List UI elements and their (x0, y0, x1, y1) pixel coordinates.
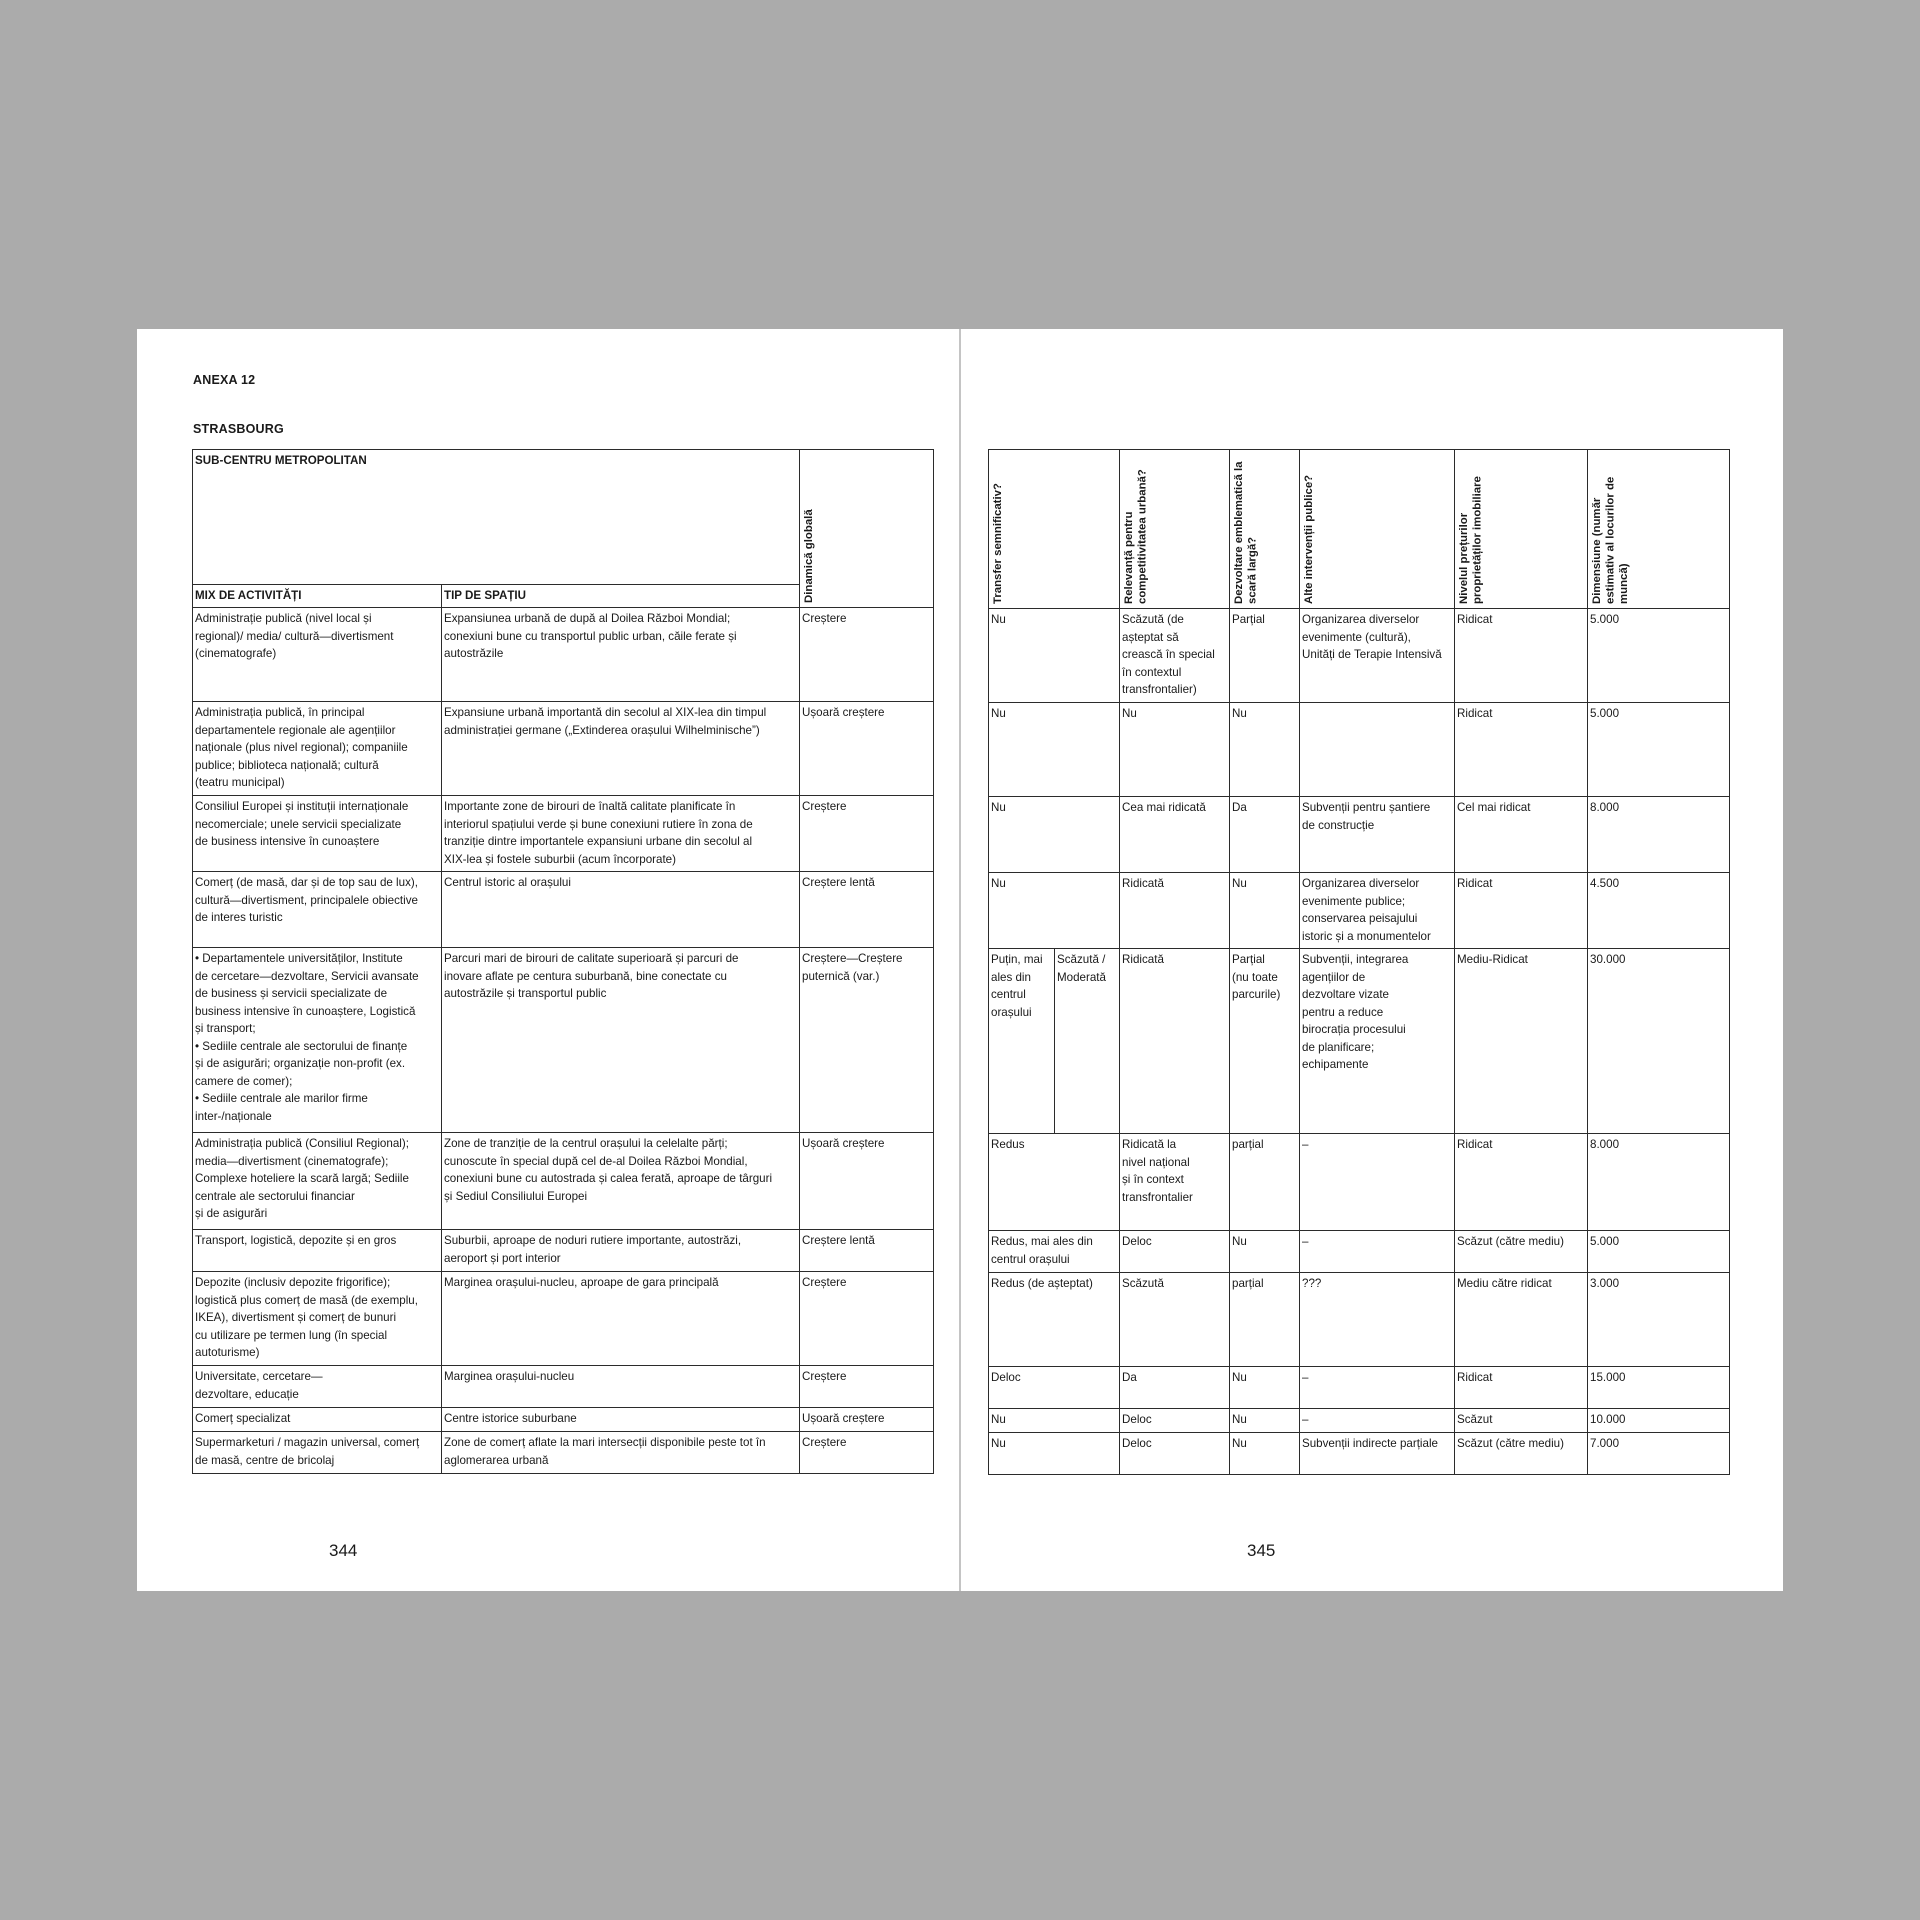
header-dynamics (800, 450, 934, 608)
flagship-cell-text: Nu (1232, 1437, 1247, 1450)
interventions-cell-text: Subvenții, integrarea agențiilor de dezvoltare vizate pentru a reduce birocrația procesului de planificare; echipamente (1302, 953, 1409, 1071)
flagship-cell-text: Nu (1232, 877, 1247, 890)
space-type-cell-text: Expansiunea urbană de după al Doilea Război Mondial; conexiuni bune cu transportul public urban, căile ferate și autostrăzile (444, 612, 737, 660)
transfer-cell (989, 1273, 1120, 1367)
flagship-cell-text: Parțial (nu toate parcurile) (1232, 953, 1281, 1001)
flagship-cell (1230, 797, 1300, 873)
dynamics-cell-text: Creștere (802, 1370, 847, 1383)
price-level-cell (1455, 703, 1588, 797)
space-type-cell (442, 1230, 800, 1272)
activity-mix-cell (193, 1366, 442, 1408)
interventions-cell-text: – (1302, 1138, 1309, 1151)
right-table-body (989, 609, 1730, 1475)
table-row (989, 949, 1730, 1134)
relevance-cell-text: Deloc (1122, 1437, 1152, 1450)
relevance-cell (1120, 1134, 1230, 1231)
flagship-cell (1230, 949, 1300, 1134)
price-level-cell (1455, 873, 1588, 949)
relevance-cell-text: Nu (1122, 707, 1137, 720)
table-row (989, 1231, 1730, 1273)
table-row (193, 1230, 934, 1272)
size-cell-text: 4.500 (1590, 877, 1620, 890)
activity-mix-cell-text: Comerț specializat (195, 1412, 291, 1425)
dynamics-cell-text: Ușoară creștere (802, 706, 885, 719)
transfer-sub-cell (1055, 949, 1120, 1134)
dynamics-cell (800, 948, 934, 1133)
space-type-cell (442, 872, 800, 948)
price-level-cell (1455, 1231, 1588, 1273)
price-level-cell-text: Ridicat (1457, 613, 1493, 626)
size-cell (1588, 1367, 1730, 1409)
price-level-cell (1455, 1367, 1588, 1409)
dynamics-cell-text: Ușoară creștere (802, 1412, 885, 1425)
interventions-cell (1300, 1367, 1455, 1409)
header-transfer (989, 450, 1120, 609)
interventions-cell (1300, 703, 1455, 797)
page-number-right: 345 (1247, 1541, 1276, 1560)
size-cell (1588, 1231, 1730, 1273)
table-row (193, 948, 934, 1133)
space-type-cell-text: Centre istorice suburbane (444, 1412, 577, 1425)
header-price-level-label: Nivelul prețurilor proprietăților imobiliare (1458, 476, 1484, 604)
activity-mix-cell-text: Administrația publică (Consiliul Regional); media—divertisment (cinematografe); Complexe hoteliere la scară largă; Sediile centrale ale sectorului financiar și de asigurări (195, 1137, 409, 1220)
dynamics-cell-text: Creștere (802, 800, 847, 813)
header-space-type: TIP DE SPAȚIU (442, 585, 800, 608)
size-cell (1588, 1433, 1730, 1475)
interventions-cell (1300, 949, 1455, 1134)
interventions-cell (1300, 1409, 1455, 1433)
relevance-cell (1120, 609, 1230, 703)
size-cell (1588, 797, 1730, 873)
size-cell-text: 15.000 (1590, 1371, 1626, 1384)
activity-table (192, 449, 934, 1474)
space-type-cell (442, 702, 800, 796)
price-level-cell-text: Scăzut (către mediu) (1457, 1437, 1564, 1450)
activity-mix-cell-text: Universitate, cercetare— dezvoltare, educație (195, 1370, 323, 1401)
transfer-cell-text: Nu (991, 1437, 1006, 1450)
activity-mix-cell (193, 1230, 442, 1272)
space-type-cell-text: Parcuri mari de birouri de calitate superioară și parcuri de inovare aflate pe centura suburbană, bine conectate cu autostrăzile și transportul public (444, 952, 739, 1000)
size-cell (1588, 949, 1730, 1134)
transfer-cell (989, 797, 1120, 873)
flagship-cell-text: Nu (1232, 1371, 1247, 1384)
table-row (989, 1273, 1730, 1367)
activity-mix-cell (193, 1432, 442, 1474)
relevance-cell-text: Da (1122, 1371, 1137, 1384)
dynamics-cell (800, 1432, 934, 1474)
interventions-cell (1300, 797, 1455, 873)
relevance-cell-text: Cea mai ridicată (1122, 801, 1206, 814)
interventions-cell-text: – (1302, 1235, 1309, 1248)
table-row (989, 1433, 1730, 1475)
relevance-cell (1120, 1367, 1230, 1409)
price-level-cell-text: Mediu-Ridicat (1457, 953, 1528, 966)
header-relevance-label: Relevanță pentru competitivitatea urbană? (1123, 469, 1149, 604)
interventions-cell (1300, 609, 1455, 703)
table-row (193, 1133, 934, 1230)
space-type-cell (442, 948, 800, 1133)
relevance-cell (1120, 949, 1230, 1134)
activity-mix-cell-text: Supermarketuri / magazin universal, comerț de masă, centre de bricolaj (195, 1436, 420, 1467)
space-type-cell-text: Zone de comerț aflate la mari intersecții disponibile peste tot în aglomerarea urbană (444, 1436, 766, 1467)
space-type-cell (442, 1133, 800, 1230)
dynamics-cell-text: Creștere lentă (802, 876, 875, 889)
flagship-cell (1230, 1433, 1300, 1475)
relevance-cell (1120, 1409, 1230, 1433)
activity-mix-cell (193, 872, 442, 948)
interventions-cell (1300, 1134, 1455, 1231)
relevance-cell (1120, 1231, 1230, 1273)
size-cell (1588, 873, 1730, 949)
table-row (193, 1432, 934, 1474)
price-level-cell (1455, 609, 1588, 703)
space-type-cell (442, 1432, 800, 1474)
size-cell (1588, 1409, 1730, 1433)
transfer-cell (989, 609, 1120, 703)
dynamics-cell (800, 1230, 934, 1272)
header-interventions (1300, 450, 1455, 609)
relevance-cell (1120, 1433, 1230, 1475)
assessment-table (988, 449, 1730, 1475)
dynamics-cell-text: Ușoară creștere (802, 1137, 885, 1150)
flagship-cell (1230, 609, 1300, 703)
relevance-cell (1120, 797, 1230, 873)
price-level-cell (1455, 1409, 1588, 1433)
relevance-cell (1120, 1273, 1230, 1367)
price-level-cell-text: Scăzut (către mediu) (1457, 1235, 1564, 1248)
table-row (989, 873, 1730, 949)
flagship-cell-text: Nu (1232, 707, 1247, 720)
table-row (989, 1134, 1730, 1231)
dynamics-cell (800, 1133, 934, 1230)
price-level-cell (1455, 949, 1588, 1134)
flagship-cell (1230, 1231, 1300, 1273)
price-level-cell-text: Cel mai ridicat (1457, 801, 1531, 814)
relevance-cell-text: Ridicată (1122, 953, 1164, 966)
dynamics-cell-text: Creștere (802, 1276, 847, 1289)
price-level-cell-text: Ridicat (1457, 707, 1493, 720)
activity-mix-cell (193, 948, 442, 1133)
table-row (193, 1366, 934, 1408)
space-type-cell-text: Centrul istoric al orașului (444, 876, 571, 889)
activity-mix-cell-text: Comerț (de masă, dar și de top sau de lux), cultură—divertisment, principalele obiective de interes turistic (195, 876, 418, 924)
activity-mix-cell (193, 608, 442, 702)
transfer-cell-text: Redus (991, 1138, 1025, 1151)
header-flagship (1230, 450, 1300, 609)
left-table-body (193, 608, 934, 1474)
size-cell-text: 5.000 (1590, 707, 1620, 720)
relevance-cell (1120, 703, 1230, 797)
space-type-cell (442, 1272, 800, 1366)
dynamics-cell (800, 608, 934, 702)
interventions-cell-text: Subvenții indirecte parțiale (1302, 1437, 1438, 1450)
relevance-cell-text: Deloc (1122, 1235, 1152, 1248)
relevance-cell (1120, 873, 1230, 949)
transfer-cell (989, 949, 1055, 1134)
activity-mix-cell (193, 1272, 442, 1366)
group-header: SUB-CENTRU METROPOLITAN (193, 450, 800, 585)
header-size (1588, 450, 1730, 609)
transfer-cell-text: Nu (991, 801, 1006, 814)
transfer-cell (989, 1367, 1120, 1409)
dynamics-cell-text: Creștere (802, 1436, 847, 1449)
interventions-cell-text: Organizarea diverselor evenimente publice; conservarea peisajului istoric și a monumentelor (1302, 877, 1431, 943)
flagship-cell-text: Parțial (1232, 613, 1265, 626)
size-cell-text: 8.000 (1590, 801, 1620, 814)
transfer-cell-text: Nu (991, 707, 1006, 720)
relevance-cell-text: Ridicată la nivel național și în context transfrontalier (1122, 1138, 1193, 1204)
flagship-cell-text: parțial (1232, 1138, 1264, 1151)
table-row (989, 797, 1730, 873)
flagship-cell (1230, 1409, 1300, 1433)
price-level-cell-text: Scăzut (1457, 1413, 1493, 1426)
interventions-cell-text: Organizarea diverselor evenimente (cultură), Unități de Terapie Intensivă (1302, 613, 1442, 661)
dynamics-cell (800, 1408, 934, 1432)
table-row (193, 1408, 934, 1432)
interventions-cell-text: – (1302, 1413, 1309, 1426)
size-cell-text: 7.000 (1590, 1437, 1620, 1450)
space-type-cell (442, 1366, 800, 1408)
transfer-cell-text: Nu (991, 1413, 1006, 1426)
size-cell (1588, 1273, 1730, 1367)
relevance-cell-text: Scăzută (1122, 1277, 1164, 1290)
table-row (989, 703, 1730, 797)
header-dynamics-label: Dinamică globală (803, 509, 815, 603)
transfer-sub-cell-text: Scăzută / Moderată (1057, 953, 1106, 984)
size-cell-text: 3.000 (1590, 1277, 1620, 1290)
size-cell-text: 8.000 (1590, 1138, 1620, 1151)
transfer-cell (989, 1134, 1120, 1231)
table-row (193, 796, 934, 872)
dynamics-cell (800, 872, 934, 948)
city-label: STRASBOURG (193, 422, 284, 436)
transfer-cell (989, 703, 1120, 797)
price-level-cell (1455, 1134, 1588, 1231)
interventions-cell-text: – (1302, 1371, 1309, 1384)
table-row (193, 1272, 934, 1366)
annex-label: ANEXA 12 (193, 373, 256, 387)
price-level-cell-text: Ridicat (1457, 877, 1493, 890)
transfer-cell-text: Redus (de așteptat) (991, 1277, 1093, 1290)
price-level-cell-text: Mediu către ridicat (1457, 1277, 1552, 1290)
flagship-cell-text: Nu (1232, 1413, 1247, 1426)
price-level-cell (1455, 797, 1588, 873)
flagship-cell-text: Nu (1232, 1235, 1247, 1248)
relevance-cell-text: Scăzută (de așteptat să crească în special în contextul transfrontalier) (1122, 613, 1215, 696)
size-cell-text: 30.000 (1590, 953, 1626, 966)
header-transfer-label: Transfer semnificativ? (992, 483, 1004, 604)
header-flagship-label: Dezvoltare emblematică la scară largă? (1233, 461, 1259, 604)
activity-mix-cell (193, 1408, 442, 1432)
interventions-cell (1300, 1231, 1455, 1273)
transfer-cell (989, 1409, 1120, 1433)
transfer-cell (989, 1433, 1120, 1475)
flagship-cell-text: Da (1232, 801, 1247, 814)
dynamics-cell (800, 702, 934, 796)
price-level-cell (1455, 1433, 1588, 1475)
relevance-cell-text: Ridicată (1122, 877, 1164, 890)
table-row (193, 608, 934, 702)
price-level-cell-text: Ridicat (1457, 1138, 1493, 1151)
size-cell-text: 10.000 (1590, 1413, 1626, 1426)
interventions-cell (1300, 1433, 1455, 1475)
activity-mix-cell (193, 702, 442, 796)
price-level-cell-text: Ridicat (1457, 1371, 1493, 1384)
left-page (137, 329, 959, 1591)
transfer-cell-text: Nu (991, 877, 1006, 890)
table-row (193, 702, 934, 796)
interventions-cell-text: ??? (1302, 1277, 1322, 1290)
dynamics-cell (800, 1366, 934, 1408)
relevance-cell-text: Deloc (1122, 1413, 1152, 1426)
space-type-cell-text: Suburbii, aproape de noduri rutiere importante, autostrăzi, aeroport și port interior (444, 1234, 742, 1265)
flagship-cell (1230, 873, 1300, 949)
price-level-cell (1455, 1273, 1588, 1367)
transfer-cell-text: Redus, mai ales din centrul orașului (991, 1235, 1093, 1266)
page-number-left: 344 (329, 1541, 358, 1560)
size-cell (1588, 609, 1730, 703)
space-type-cell-text: Marginea orașului-nucleu, aproape de gara principală (444, 1276, 719, 1289)
activity-mix-cell-text: Transport, logistică, depozite și en gros (195, 1234, 397, 1247)
transfer-cell (989, 873, 1120, 949)
flagship-cell (1230, 1134, 1300, 1231)
right-page (961, 329, 1783, 1591)
size-cell (1588, 1134, 1730, 1231)
size-cell-text: 5.000 (1590, 613, 1620, 626)
interventions-cell (1300, 873, 1455, 949)
space-type-cell-text: Importante zone de birouri de înaltă calitate planificate în interiorul spațiului verde și bune conexiuni rutiere în zona de tranziție dintre importantele expansiuni urbane din secolul al XIX-lea și fostele suburbii (acum încorporate) (444, 800, 753, 866)
transfer-cell-text: Deloc (991, 1371, 1021, 1384)
flagship-cell (1230, 1367, 1300, 1409)
table-row (193, 872, 934, 948)
space-type-cell-text: Zone de tranziție de la centrul orașului la celelalte părți; cunoscute în special după cel de-al Doilea Război Mondial, conexiuni bune cu autostrada și calea ferată, aproape de târguri și Sediul Consiliului Europei (444, 1137, 773, 1203)
table-row (989, 1367, 1730, 1409)
dynamics-cell-text: Creștere (802, 612, 847, 625)
transfer-cell-text: Puțin, mai ales din centrul orașului (991, 953, 1043, 1019)
interventions-cell (1300, 1273, 1455, 1367)
header-relevance (1120, 450, 1230, 609)
transfer-cell-text: Nu (991, 613, 1006, 626)
space-type-cell-text: Expansiune urbană importantă din secolul al XIX-lea din timpul administrației germane („Extinderea orașului Wilhelminische”) (444, 706, 767, 737)
table-row (989, 1409, 1730, 1433)
activity-mix-cell-text: Administrația publică, în principal departamentele regionale ale agențiilor naționale (plus nivel regional); companiile publice; biblioteca națională; cultură (teatru municipal) (195, 706, 408, 789)
transfer-cell (989, 1231, 1120, 1273)
activity-mix-cell-text: Administrație publică (nivel local și regional)/ media/ cultură—divertisment (cinematografe) (195, 612, 394, 660)
header-activity-mix: MIX DE ACTIVITĂȚI (193, 585, 442, 608)
table-row (989, 609, 1730, 703)
activity-mix-cell (193, 1133, 442, 1230)
activity-mix-cell-text: Depozite (inclusiv depozite frigorifice); logistică plus comerț de masă (de exemplu, IKEA), divertisment și comerț de bunuri cu utilizare pe termen lung (în special autoturisme) (195, 1276, 418, 1359)
interventions-cell-text: Subvenții pentru șantiere de construcție (1302, 801, 1431, 832)
activity-mix-cell-text: Consiliul Europei și instituții internaționale necomerciale; unele servicii specializate de business intensive în cunoaștere (195, 800, 409, 848)
space-type-cell (442, 608, 800, 702)
size-cell (1588, 703, 1730, 797)
dynamics-cell-text: Creștere—Creștere puternică (var.) (802, 952, 903, 983)
flagship-cell (1230, 1273, 1300, 1367)
header-price-level (1455, 450, 1588, 609)
activity-mix-cell (193, 796, 442, 872)
dynamics-cell (800, 796, 934, 872)
space-type-cell (442, 1408, 800, 1432)
dynamics-cell-text: Creștere lentă (802, 1234, 875, 1247)
header-size-label: Dimensiune (număr estimativ al locurilor de muncă) (1591, 476, 1630, 604)
flagship-cell (1230, 703, 1300, 797)
flagship-cell-text: parțial (1232, 1277, 1264, 1290)
header-interventions-label: Alte intervenții publice? (1303, 474, 1315, 604)
activity-mix-cell-text: • Departamentele universităților, Institute de cercetare—dezvoltare, Servicii avansate de business și servicii specializate de business intensive în cunoaștere, Logistică și transport; • Sediile centrale ale sectorului de finanțe și de asigurări; organizație non-profit (ex. camere de comer); • Sediile centrale ale marilor firme inter-/naționale (195, 952, 419, 1123)
space-type-cell-text: Marginea orașului-nucleu (444, 1370, 575, 1383)
dynamics-cell (800, 1272, 934, 1366)
size-cell-text: 5.000 (1590, 1235, 1620, 1248)
space-type-cell (442, 796, 800, 872)
